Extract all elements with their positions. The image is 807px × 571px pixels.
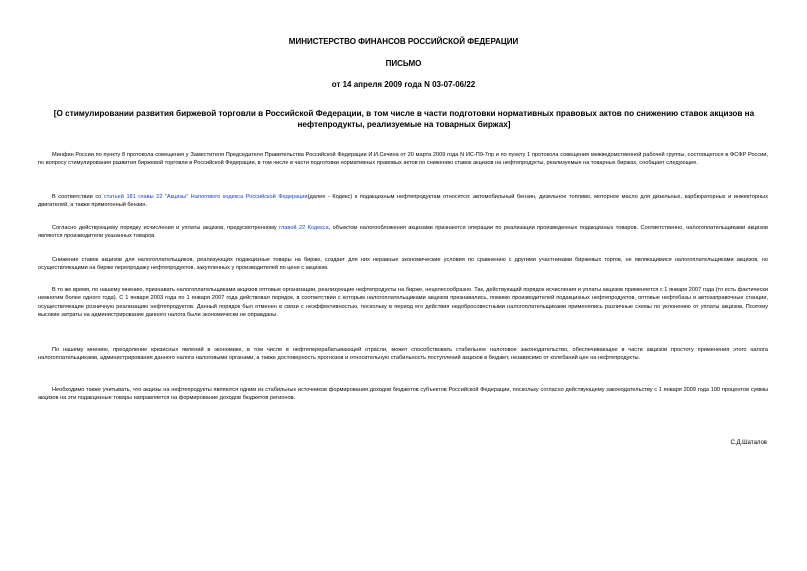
paragraph-6: По нашему мнению, преодоление кризисных явлений в экономике, в том числе в нефтеперерабатывающей отрасли, может способствовать стабильное налоговое законодательство, обеспечивающее в части акцизов простоту применения этого налога налогоплательщиками, администрирования данного налога налоговыми органами, а также достоверность прогнозов и относительную стабильность поступлений акцизов в бюджет, независимо от колебаний цен на нефтепродукты. [38, 347, 768, 362]
paragraph-2-text-end: (далее - Кодекс) к подакцизным нефтепродуктам относятся: автомобильный бензин, дизельное топливо, моторное масло для дизельных, карбюраторных и инжекторных двигателей, а также прямогонный бензин. [38, 194, 768, 209]
tax-code-article-181-link[interactable]: статьей 181 главы 22 "Акцизы" Налогового кодекса Российской Федерации [103, 194, 308, 200]
document-title: [О стимулировании развития биржевой торговли в Российской Федерации, в том числе в части подготовки нормативных правовых актов по снижению ставок акцизов на нефтепродукты, реализуемые на товарных биржах] [53, 109, 755, 129]
paragraph-4: Снижение ставок акцизов для налогоплательщиков, реализующих подакцизные товары на бирже, создает для них неравные экономические условия по сравнению с другими участниками биржевых торгов, не являющимися налогоплательщиками акцизов, но осуществляющими на бирже перепродажу нефтепродуктов, закупленных у производителей по цене с акцизом. [38, 257, 768, 272]
paragraph-3 [38, 224, 768, 241]
document-date-number: от 14 апреля 2009 года N 03-07-06/22 [331, 80, 476, 89]
signature: С.Д.Шаталов [730, 440, 767, 446]
paragraph-7: Необходимо также учитывать, что акцизы на нефтепродукты являются одним из стабильных источников формирования доходов бюджетов субъектов Российской Федерации, поскольку согласно действующему законодательству с 1 января 2009 года 100 процентов суммы акцизов на эти подакцизные товары направляется на формирование доходов бюджетов регионов. [38, 387, 768, 402]
document-type: ПИСЬМО [385, 59, 422, 68]
paragraph-3-text-end: , объектом налогообложения акцизами признаются операции по реализации произведенных подакцизных товаров. Соответственно, налогоплательщиками акцизов являются производители указанных товаров. [38, 225, 768, 240]
ministry-heading: МИНИСТЕРСТВО ФИНАНСОВ РОССИЙСКОЙ ФЕДЕРАЦИИ [288, 37, 519, 46]
paragraph-2-text-start: В соответствии со [52, 194, 104, 200]
paragraph-3-text-start: Согласно действующему порядку исчисления и уплаты акцизов, предусмотренному [52, 225, 280, 231]
paragraph-1: Минфин России по пункту 8 протокола совещения у Заместителя Председателя Правительства Российской Федерации И.И.Сечина от 20 марта 2009 года N ИС-П9-7пр и по пункту 1 протокола совещения межведомственной рабочей группы, состоящегося в ФСФР России, по вопросу стимулирования развития биржевой торговли в Российской Федерации, в том числе в части подготовки нормативных правовых актов по снижению ставок акцизов на нефтепродукты, реализуемые на товарных биржах, сообщает следующее. [38, 152, 768, 167]
paragraph-2 [38, 193, 768, 210]
tax-code-chapter-22-link[interactable]: главой 22 Кодекса [279, 225, 329, 231]
paragraph-5: В то же время, по нашему мнению, признавать налогоплательщиками акцизов оптовые организации, реализующие нефтепродукты на бирже, нецелесообразно. Так, действующий порядок исчисления и уплаты акцизов применяется с 1 января 2007 года (то есть фактически немногим более одного года). С 1 января 2003 года по 1 января 2007 года действовал порядок, в соответствии с которым налогоплательщиками акцизов признавались, помимо производителей подакцизных нефтепродуктов, оптовые нефтебазы и автозаправочные станции, осуществляющие розничную реализацию нефтепродуктов. Данный порядок был отменен в связи с неэффективностью, поскольку в период его действия недобросовестными налогоплательщиками применялись различные схемы по уклонению от уплаты акцизов. Поэтому высокие затраты на администрирование данного налога были экономически не оправданы. [38, 287, 768, 319]
